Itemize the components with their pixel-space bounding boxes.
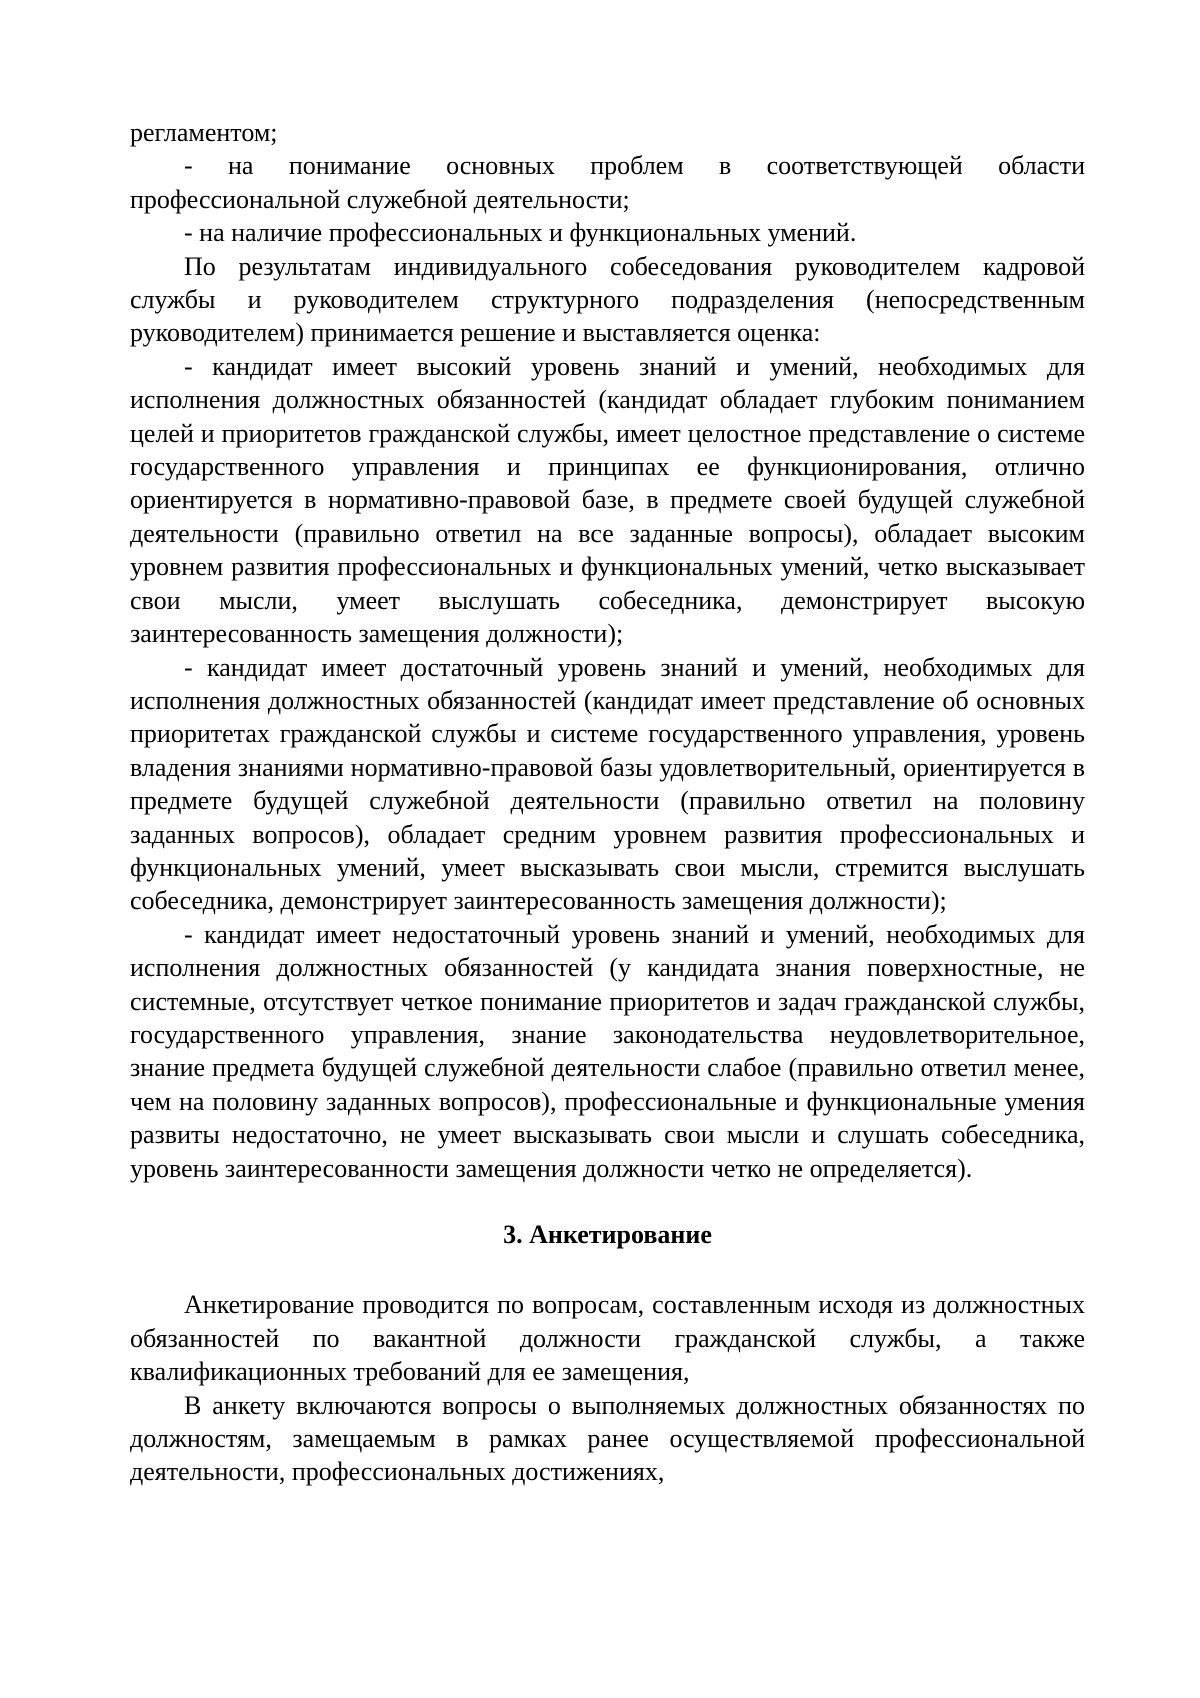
paragraph-continuation: регламентом; [130,118,278,147]
list-item-insufficient-level: - кандидат имеет недостаточный уровень знаний и умений, необходимых для исполнения должностных обязанностей (у кандидата знания поверхностные, не системные, отсутствует четкое понимание приоритетов и задач гражданской службы, государственного управления, знание законодательства неудовлетворительное, знание предмета будущей служебной деятельности слабое (правильно ответил менее, чем на половину заданных вопросов), профессиональные и функциональные умения развиты недостаточно, не умеет высказывать свои мысли и слушать собеседника, уровень заинтересованности замещения должности четко не определяется). [130,919,1085,1183]
list-item-high-level: - кандидат имеет высокий уровень знаний и умений, необходимых для исполнения должностных обязанностей (кандидат обладает глубоким пониманием целей и приоритетов гражданской службы, имеет целостное представление о системе государственного управления и принципах ее функционирования, отлично ориентируется в нормативно-правовой базе, в предмете своей будущей служебной деятельности (правильно ответил на все заданные вопросы), обладает высоким уровнем развития профессиональных и функциональных умений, четко высказывает свои мысли, умеет выслушать собеседника, демонстрирует высокую заинтересованность замещения должности); [130,351,1085,649]
list-item-understanding-problems: - на понимание основных проблем в соответствующей области профессиональной служебной деятельности; [130,151,1085,214]
list-item-skills: - на наличие профессиональных и функциональных умений. [184,218,857,248]
document-body [130,116,1085,1489]
paragraph-interview-results: По результатам индивидуального собеседования руководителем кадровой службы и руководителем структурного подразделения (непосредственным руководителем) принимается решение и выставляется оценка: [130,251,1085,348]
paragraph-questionnaire-content: В анкету включаются вопросы о выполняемых должностных обязанностях по должностям, замещаемым в рамках ранее осуществляемой профессиональной деятельности, профессиональных достижениях, [130,1390,1085,1487]
section-heading: 3. Анкетирование [503,1220,712,1249]
paragraph-questionnaire: Анкетирование проводится по вопросам, составленным исходя из должностных обязанностей по вакантной должности гражданской службы, а также квалификационных требований для ее замещения, [130,1290,1085,1387]
list-item-sufficient-level: - кандидат имеет достаточный уровень знаний и умений, необходимых для исполнения должностных обязанностей (кандидат имеет представление об основных приоритетах гражданской службы и системе государственного управления, уровень владения знаниями нормативно-правовой базы удовлетворительный, ориентируется в предмете будущей служебной деятельности (правильно ответил на половину заданных вопросов), обладает средним уровнем развития профессиональных и функциональных умений, умеет высказывать свои мысли, стремится выслушать собеседника, демонстрирует заинтересованность замещения должности); [130,652,1085,916]
